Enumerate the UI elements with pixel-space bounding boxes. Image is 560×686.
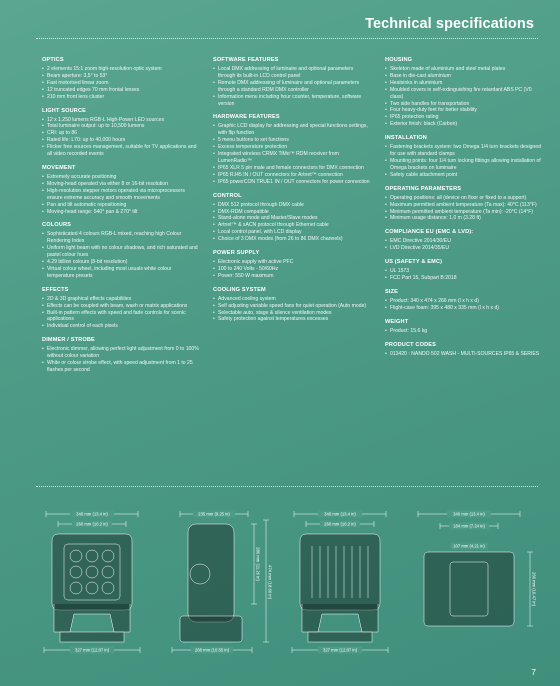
spec-item: • Fastening brackets system: two Omega 1/4 turn brackets designed for use with standard clamps xyxy=(385,144,542,158)
spec-section xyxy=(385,186,542,223)
spec-section xyxy=(385,259,542,282)
front-inner-width-label: 260 mm (10.2 in) xyxy=(76,521,108,527)
spec-item: • Advanced cooling system xyxy=(213,296,371,303)
section-title: OPTICS xyxy=(42,57,64,63)
section-title: HOUSING xyxy=(385,57,413,63)
spec-list xyxy=(213,123,371,185)
spec-item: • CRI: up to 86 xyxy=(42,130,199,137)
spec-item: • IP65 RJ45 IN / OUT connectors for Artnet™ connection xyxy=(213,172,371,179)
spec-list xyxy=(385,66,542,128)
section-title: INSTALLATION xyxy=(385,135,427,142)
spec-item: • 4.29 billion colours (8-bit resolution) xyxy=(42,259,199,266)
spec-item: • Fast motorised linear zoom xyxy=(42,80,199,87)
spec-list xyxy=(42,346,199,374)
spec-list xyxy=(385,144,542,179)
spec-list xyxy=(213,202,371,243)
page-number: 7 xyxy=(531,667,536,677)
diagram-divider xyxy=(36,486,538,487)
spec-item: • Total luminaire output: up to 10,500 lumens xyxy=(42,123,199,130)
spec-item: • Built-in pattern effects with speed and fade controls for scenic applications xyxy=(42,310,199,324)
spec-item: • Information menu including hour counter, temperature, software version xyxy=(213,94,371,108)
spec-item: • Virtual colour wheel, including most usuals white colour temperature presets xyxy=(42,266,199,280)
section-title: COOLING SYSTEM xyxy=(213,286,266,293)
spec-item: • 2D & 3D graphical effects capabilities xyxy=(42,296,199,303)
section-title: OPERATING PARAMETERS xyxy=(385,185,462,192)
spec-item: • Maximum permitted ambient temperature (Ta max): 40°C (113°F) xyxy=(385,202,542,209)
top-width-label: 340 mm (13.4 in) xyxy=(453,511,485,517)
spec-section xyxy=(385,229,542,252)
front-view-drawing xyxy=(44,511,140,653)
spec-columns xyxy=(42,57,542,477)
spec-item: • Excess temperature protection xyxy=(213,144,371,151)
spec-item: • IP65 protection rating xyxy=(385,114,542,121)
side-base-label: 268 mm (10.55 in) xyxy=(195,647,229,653)
spec-item: • Stand-alone mode and Master/Slave modes xyxy=(213,215,371,222)
spec-item: • Electronic supply with active PFC xyxy=(213,259,371,266)
section-title: US (SAFETY & EMC) xyxy=(385,259,443,266)
spec-item: • Operating positions: all (device on floor or fixed to a support) xyxy=(385,195,542,202)
spec-section xyxy=(42,57,199,101)
spec-item: • Flight-case foam: 395 x 480 x 335 mm (l x h x d) xyxy=(385,305,542,312)
section-title: EFFECTS xyxy=(42,286,69,293)
spec-item: • Effects can be coupled with beam, wash or matrix applications xyxy=(42,303,199,310)
spec-section xyxy=(385,135,542,179)
spec-item: • Beam aperture: 3,5° to 53° xyxy=(42,73,199,80)
spec-item: • Local control panel, with LCD display xyxy=(213,229,371,236)
spec-list xyxy=(385,328,542,335)
section-title: DIMMER / STROBE xyxy=(42,337,95,344)
spec-list xyxy=(385,195,542,223)
spec-section xyxy=(42,108,199,158)
spec-item: • Product: 15.6 kg xyxy=(385,328,542,335)
spec-item: • Two side handles for transportation xyxy=(385,101,542,108)
back-view-drawing xyxy=(292,511,388,653)
spec-item: • Mounting points: four 1/4 turn locking fittings allowing installation of Omega brackets on luminaire xyxy=(385,158,542,172)
spec-item: • 12 x 1,250 lumens RGB-L High-Power LED sources xyxy=(42,117,199,124)
spec-section xyxy=(385,342,542,358)
spec-item: • Sophisticated 4 colours RGB-L mixed, reaching high Colour Rendering Index xyxy=(42,231,199,245)
spec-item: • Uniform light beam with no colour shadows, and rich saturated and pastel colour hues xyxy=(42,245,199,259)
spec-item: • Local DMX addressing of luminaire and optional parameters through its built-in LCD control panel xyxy=(213,66,371,80)
spec-item: • Individual control of each pixels xyxy=(42,323,199,330)
spec-item: • Four heavy-duty feet for better stability xyxy=(385,107,542,114)
spec-item: • 210 mm front lens cluster xyxy=(42,94,199,101)
side-view-drawing xyxy=(172,511,269,653)
spec-item: • DMX 512 protocol through DMX cable xyxy=(213,202,371,209)
back-inner-width-label: 260 mm (10.2 in) xyxy=(324,521,356,527)
spec-item: • Moving-head range: 540° pan & 270° tilt xyxy=(42,209,199,216)
spec-item: • LVD Directive 2014/35/EU xyxy=(385,245,542,252)
top-height-label: 266 mm (10.47 in) xyxy=(531,572,537,606)
spec-item: • FCC Part 15, Subpart B:2018 xyxy=(385,275,542,282)
spec-item: • Heatsinks in aluminium xyxy=(385,80,542,87)
spec-section xyxy=(213,250,371,280)
spec-item: • 2 elements 15:1 zoom high-resolution optic system xyxy=(42,66,199,73)
spec-item: • High-resolution stepper motors operated via microprocessors ensure extreme accuracy and smooth movements xyxy=(42,188,199,202)
page-header xyxy=(0,0,560,46)
spec-item: • IP65 XLR 5 pin male and female connectors for DMX connection xyxy=(213,165,371,172)
spec-section xyxy=(213,57,371,107)
spec-item: • IP65 powerCON TRUE1 IN / OUT connectors for power connection xyxy=(213,179,371,186)
spec-list xyxy=(213,66,371,107)
spec-list xyxy=(42,231,199,279)
spec-item: • Base in die-cast aluminium xyxy=(385,73,542,80)
section-title: SOFTWARE FEATURES xyxy=(213,57,279,63)
top-small-width-label: 107 mm (4.21 in) xyxy=(453,543,485,549)
section-title: WEIGHT xyxy=(385,318,409,325)
spec-list xyxy=(42,296,199,331)
spec-section xyxy=(42,287,199,331)
spec-item: • Integrated wireless CRMX TiMo™ RDM receiver from LumenRadio™ xyxy=(213,151,371,165)
spec-item: • Selectable auto, stage & silence ventilation modes xyxy=(213,310,371,317)
spec-column-1 xyxy=(42,57,199,477)
spec-section xyxy=(213,287,371,324)
spec-item: • DMX-RDM compatible xyxy=(213,209,371,216)
spec-item: • Graphic LCD display for addressing and special functions settings, with flip function xyxy=(213,123,371,137)
section-title: CONTROL xyxy=(213,192,242,199)
spec-list xyxy=(213,296,371,324)
spec-item: • Artnet™ & sACN protocol through Ethernet cable xyxy=(213,222,371,229)
spec-section xyxy=(385,319,542,335)
spec-item: • Moulded covers in self-extinguishing fire retardant ABS PC (V0 class) xyxy=(385,87,542,101)
spec-column-3 xyxy=(385,57,542,477)
spec-item: • Product: 340 x 474 x 266 mm (l x h x d) xyxy=(385,298,542,305)
side-head-height-label: 286 mm (11.26 in) xyxy=(255,547,261,581)
top-inner-width-label: 184 mm (7.24 in) xyxy=(453,523,485,529)
spec-list xyxy=(42,66,199,101)
spec-item: • Minimum usage distance: 1.0 m (3.28 ft) xyxy=(385,215,542,222)
side-width-label: 235 mm (9.25 in) xyxy=(198,511,230,517)
spec-item: • Exterior finish: black (Carbon) xyxy=(385,121,542,128)
dimension-drawings xyxy=(30,500,540,660)
section-title: PRODUCT CODES xyxy=(385,341,437,348)
spec-item: • Electronic dimmer, allowing perfect light adjustment from 0 to 100% without colour variation xyxy=(42,346,199,360)
section-title: MOVEMENT xyxy=(42,164,76,171)
section-title: COMPLIANCE EU (EMC & LVD): xyxy=(385,229,474,236)
spec-item: • Safety protection against temperatures excesses xyxy=(213,316,371,323)
spec-section xyxy=(385,57,542,128)
spec-item: • White or colour strobe effect, with speed adjustment from 1 to 25 flashes per second xyxy=(42,360,199,374)
spec-list xyxy=(42,174,199,215)
spec-item: • UL 1573 xyxy=(385,268,542,275)
spec-item: • Skeleton made of aluminium and steel metal plates xyxy=(385,66,542,73)
spec-item: • Choice of 3 DMX modes (from 26 to 86 DMX channels) xyxy=(213,236,371,243)
section-title: POWER SUPPLY xyxy=(213,250,260,257)
spec-section xyxy=(42,222,199,279)
spec-item: • Rated life: L70: up to 40,000 hours xyxy=(42,137,199,144)
spec-item: • Moving-head operated via either 8 or 16-bit resolution xyxy=(42,181,199,188)
front-width-label: 340 mm (13.4 in) xyxy=(76,511,108,517)
spec-list xyxy=(385,298,542,312)
spec-item: • 013420 : NANDO 502 WASH - MULTI-SOURCES IP65 & SERIES xyxy=(385,351,542,358)
spec-item: • Self adjusting variable speed fans for quiet operation (Auto mode) xyxy=(213,303,371,310)
spec-item: • Power: 550 W maximum xyxy=(213,273,371,280)
back-base-label: 327 mm (12.87 in) xyxy=(323,647,357,653)
spec-item: • 5 menu buttons to set functions xyxy=(213,137,371,144)
spec-list xyxy=(385,351,542,358)
spec-list xyxy=(213,259,371,280)
spec-item: • EMC Directive 2014/30/EU xyxy=(385,238,542,245)
spec-column-2 xyxy=(213,57,371,477)
spec-list xyxy=(42,117,199,158)
spec-list xyxy=(385,268,542,282)
spec-item: • 12 truncated edges 70 mm frontal lenses xyxy=(42,87,199,94)
section-title: LIGHT SOURCE xyxy=(42,107,87,114)
spec-item: • Extremely accurate positioning xyxy=(42,174,199,181)
section-title: SIZE xyxy=(385,288,399,295)
back-width-label: 340 mm (13.4 in) xyxy=(324,511,356,517)
front-base-label: 327 mm (12.87 in) xyxy=(75,647,109,653)
spec-item: • Safety cable attachment point xyxy=(385,172,542,179)
spec-item: • Minimum permitted ambient temperature (Ta min): -20°C (14°F) xyxy=(385,209,542,216)
spec-section xyxy=(42,165,199,215)
dimension-diagrams xyxy=(30,500,540,660)
spec-item: • 100 to 240 Volts - 50/60Hz xyxy=(213,266,371,273)
spec-section xyxy=(42,337,199,374)
header-divider xyxy=(36,38,538,39)
section-title: COLOURS xyxy=(42,222,72,229)
spec-item: • Pan and tilt automatic repositioning xyxy=(42,202,199,209)
spec-list xyxy=(385,238,542,252)
spec-section xyxy=(213,193,371,243)
spec-section xyxy=(385,289,542,312)
page-title: Technical specifications xyxy=(365,16,534,32)
spec-item: • Remote DMX addressing of luminaire and optional parameters through a standard RDM DMX controller xyxy=(213,80,371,94)
spec-section xyxy=(213,114,371,185)
spec-item: • Flicker free sources management, suitable for TV applications and all video recorded events xyxy=(42,144,199,158)
section-title: HARDWARE FEATURES xyxy=(213,114,280,121)
side-total-height-label: 474 mm (18.66 in) xyxy=(267,565,273,599)
